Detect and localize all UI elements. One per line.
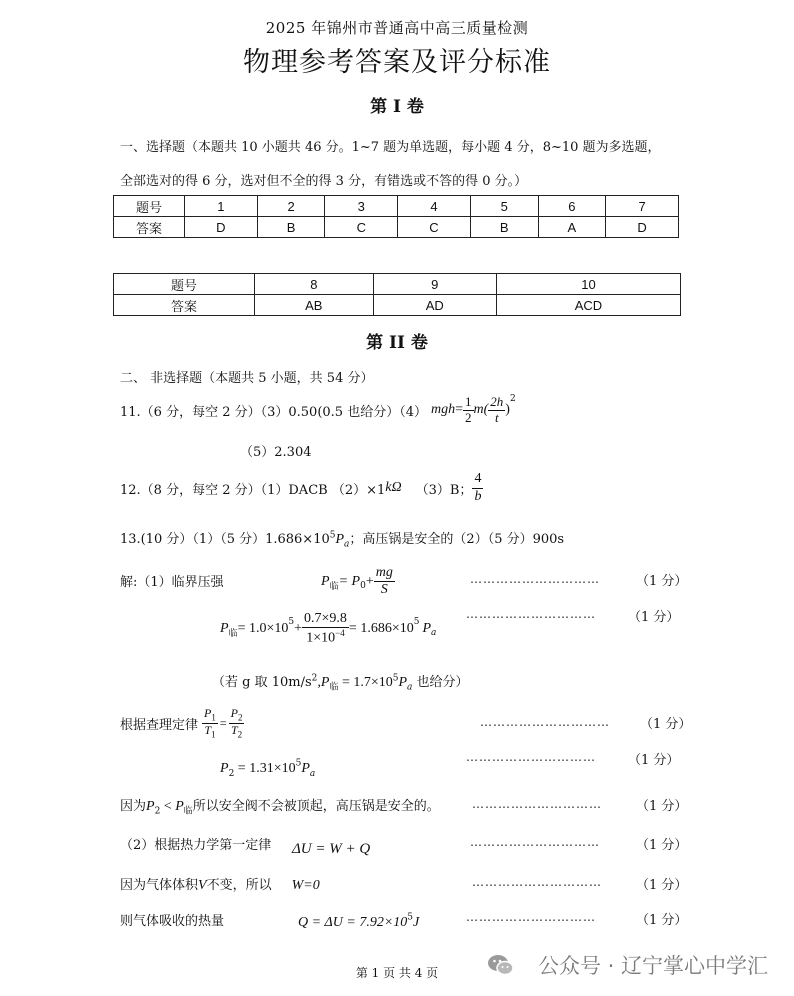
table-cell: 1 xyxy=(185,196,258,217)
q13-head-unit: P xyxy=(335,532,345,547)
q11-half-fraction xyxy=(463,395,474,426)
q13-heat-label: 则气体吸收的热量 xyxy=(120,914,225,929)
law-eq: = xyxy=(219,715,227,730)
q13-eq2 xyxy=(220,611,436,647)
note-c: = 1.7×10 xyxy=(338,675,393,690)
q13-eq1 xyxy=(321,565,395,598)
q13-first-law xyxy=(292,838,370,858)
q13-because-line xyxy=(120,795,440,817)
q13-answer xyxy=(120,528,564,550)
part2-intro: 二、 非选择题（本题共 5 小题，共 54 分） xyxy=(120,371,374,386)
q11-fraction xyxy=(488,395,505,426)
law-p1-sym: P xyxy=(204,705,212,720)
heat-exp: 5 xyxy=(407,912,414,923)
law-t1-sym: T xyxy=(204,722,212,737)
law-fraction-1 xyxy=(202,707,218,739)
table-row xyxy=(114,274,681,295)
eq2-den xyxy=(302,628,349,647)
q12-answer xyxy=(120,468,483,508)
eq1-mid: = P xyxy=(338,573,361,589)
eq2-b-exp: 5 xyxy=(413,617,420,627)
law-t2-sub: 2 xyxy=(237,728,243,739)
table-row xyxy=(114,217,679,238)
score-label: （1 分） xyxy=(636,799,688,814)
score-label: （1 分） xyxy=(636,838,688,853)
q13-note xyxy=(212,671,469,693)
heat-unit: J xyxy=(413,915,420,930)
q13-volume-line xyxy=(120,874,320,894)
law-label: 根据查理定律 xyxy=(120,717,199,733)
q12-head: 12.（8 分，每空 2 分）（1）DACB （2）×1 xyxy=(120,482,386,498)
p2-lhs: P xyxy=(220,761,229,776)
q11-part5: （5）2.304 xyxy=(240,445,312,460)
note-b: ,P xyxy=(317,675,330,690)
volume-eq: W=0 xyxy=(291,878,320,893)
law-t2-sym: T xyxy=(230,722,238,737)
table-cell: D xyxy=(185,217,258,238)
dot-leader: ………………………… xyxy=(472,875,602,889)
watermark-text: 公众号 · 辽宁掌心中学汇 xyxy=(537,954,768,978)
table-cell: A xyxy=(538,217,606,238)
table-cell: 题号 xyxy=(114,274,255,295)
table-cell: 答案 xyxy=(114,217,185,238)
eq1-lhs: P xyxy=(321,573,330,589)
q11-eq-sign: = xyxy=(455,402,464,417)
q11-half-den: 2 xyxy=(465,409,472,425)
because-a: 因为 xyxy=(120,799,147,814)
volume-v: V xyxy=(198,878,207,893)
q11-half-num: 1 xyxy=(465,393,472,409)
note-unit-sub: a xyxy=(407,682,413,693)
law-p1-sub: 1 xyxy=(211,712,216,723)
because-lt: < xyxy=(160,799,176,814)
eq2-fraction xyxy=(302,611,349,647)
table-cell: D xyxy=(606,217,679,238)
q11-close: ) xyxy=(505,402,510,417)
note-d: 也给分） xyxy=(412,675,469,690)
p2-unit-sub: a xyxy=(309,769,316,780)
p2-rhs: = 1.31×10 xyxy=(234,761,296,776)
part1-intro-line2: 全部选对的得 6 分，选对但不全的得 3 分，有错选或不答的得 0 分。） xyxy=(120,174,528,189)
table-cell: C xyxy=(325,217,398,238)
score-label: （1 分） xyxy=(628,610,680,625)
q13-heat-eq xyxy=(298,911,419,931)
dot-leader: ………………………… xyxy=(472,797,602,811)
part1-intro-line1: 一、选择题（本题共 10 小题共 46 分。1~7 题为单选题，每小题 4 分，8~10 题为多选题， xyxy=(120,140,661,155)
q11-m: m( xyxy=(473,402,489,417)
note-unit: P xyxy=(398,675,408,690)
eq2-lhs-sub: 临 xyxy=(228,629,238,640)
because-p2: P xyxy=(146,799,155,814)
table-cell: 3 xyxy=(325,196,398,217)
table-cell: AD xyxy=(373,295,496,316)
p2-unit: P xyxy=(301,761,310,776)
exam-title: 2025 年锦州市普通高中高三质量检测 xyxy=(265,19,529,37)
score-label: （1 分） xyxy=(636,878,688,893)
eq1-den: S xyxy=(380,582,388,598)
score-label: （1 分） xyxy=(640,717,692,732)
dot-leader: ………………………… xyxy=(466,750,596,764)
q12-frac-den: b xyxy=(474,488,482,504)
eq2-a-exp: 5 xyxy=(288,617,295,627)
law-t1-sub: 1 xyxy=(211,728,216,739)
dot-leader: ………………………… xyxy=(470,835,600,849)
law-p2-sym: P xyxy=(230,705,238,720)
q13-law-line xyxy=(120,703,244,743)
volume-text: 因为气体体积 xyxy=(120,878,199,893)
eq2-lhs: P xyxy=(220,620,229,636)
table-cell: 题号 xyxy=(114,196,185,217)
table-row xyxy=(114,196,679,217)
because-p-sub: 临 xyxy=(183,806,193,817)
q11-head: 11.（6 分，每空 2 分）（3）0.50(0.5 也给分）（4） xyxy=(120,404,427,420)
table-cell: 9 xyxy=(373,274,496,295)
table-cell: B xyxy=(470,217,538,238)
eq1-mid-sub: 0 xyxy=(360,580,366,591)
q11-frac-num: 2h xyxy=(490,393,504,409)
dot-leader: ………………………… xyxy=(466,910,596,924)
q13-solution-label: 解:（1）临界压强 xyxy=(120,575,224,590)
eq2-unit: P xyxy=(422,620,432,636)
table-cell: AB xyxy=(255,295,374,316)
q11-exp: 2 xyxy=(509,394,516,404)
wechat-icon xyxy=(487,953,515,977)
q12-frac-num: 4 xyxy=(472,471,483,488)
note-a: （若 g 取 10m/s xyxy=(212,675,312,690)
volume-text2: 不变，所以 xyxy=(206,878,272,893)
q11-answer xyxy=(120,388,516,432)
score-label: （1 分） xyxy=(636,574,688,589)
answer-table-2 xyxy=(113,273,681,316)
part1-heading: 第 I 卷 xyxy=(370,97,424,117)
q11-formula-left: mgh xyxy=(430,402,456,417)
because-b: 所以安全阀不会被顶起，高压锅是安全的。 xyxy=(192,799,440,814)
q12-part3: （3）B； xyxy=(415,482,473,498)
note-sub: 临 xyxy=(329,682,339,693)
law-fraction-2 xyxy=(229,707,245,739)
p2-lhs-sub: 2 xyxy=(228,769,235,780)
q13-head: 13.(10 分）（1）（5 分）1.686×10 xyxy=(120,532,330,547)
dot-leader: ………………………… xyxy=(466,607,596,621)
q13-p2-result xyxy=(220,757,315,779)
heat-eq: Q = ΔU = 7.92×10 xyxy=(298,915,408,930)
q13-head-exp: 5 xyxy=(329,530,336,541)
law-t1 xyxy=(202,724,218,740)
table-row xyxy=(114,295,681,316)
table-cell: 2 xyxy=(257,196,325,217)
because-p: P xyxy=(175,799,184,814)
answer-table-1 xyxy=(113,195,679,238)
law-p2-sub: 2 xyxy=(237,712,243,723)
eq1-plus: + xyxy=(365,573,374,589)
document-title: 物理参考答案及评分标准 xyxy=(243,47,551,78)
q13-head-sub: a xyxy=(344,539,350,550)
q11-frac-den: t xyxy=(494,409,499,425)
q13-head-tail: ；高压锅是安全的（2）（5 分）900s xyxy=(349,532,565,547)
law-p1 xyxy=(202,707,218,724)
table-cell: B xyxy=(257,217,325,238)
page-number: 第 1 页 共 4 页 xyxy=(355,966,439,980)
eq2-b: = 1.686×10 xyxy=(348,620,414,636)
eq2-num: 0.7×9.8 xyxy=(302,611,349,628)
part2-heading: 第 II 卷 xyxy=(366,333,428,353)
eq2-a: = 1.0×10 xyxy=(237,620,289,636)
note-exp: 5 xyxy=(392,673,399,684)
table-cell: 7 xyxy=(606,196,679,217)
dot-leader: ………………………… xyxy=(470,572,600,586)
note-sq: 2 xyxy=(311,673,318,684)
law-p2 xyxy=(229,707,245,724)
table-cell: 答案 xyxy=(114,295,255,316)
score-label: （1 分） xyxy=(636,913,688,928)
dot-leader: ………………………… xyxy=(480,715,610,729)
eq2-unit-sub: a xyxy=(431,627,437,638)
table-cell: 6 xyxy=(538,196,606,217)
q12-fraction xyxy=(472,471,483,504)
table-cell: 8 xyxy=(255,274,374,295)
table-cell: 5 xyxy=(470,196,538,217)
score-label: （1 分） xyxy=(628,753,680,768)
table-cell: 4 xyxy=(398,196,471,217)
eq1-num: mg xyxy=(374,565,395,582)
eq2-den-exp: −4 xyxy=(335,628,345,639)
q13-part2-label: （2）根据热力学第一定律 xyxy=(120,838,272,853)
eq1-fraction xyxy=(374,565,395,598)
eq2-plus: + xyxy=(294,620,303,636)
table-cell: ACD xyxy=(496,295,680,316)
because-p2-sub: 2 xyxy=(154,806,161,817)
eq1-lhs-sub: 临 xyxy=(329,582,339,593)
law-t2 xyxy=(229,724,245,740)
table-cell: 10 xyxy=(496,274,680,295)
eq2-den-a: 1×10 xyxy=(306,630,336,646)
p2-exp: 5 xyxy=(295,758,302,769)
first-law-eq: ΔU = W + Q xyxy=(292,841,371,857)
table-cell: C xyxy=(398,217,471,238)
q12-unit: kΩ xyxy=(385,480,402,495)
